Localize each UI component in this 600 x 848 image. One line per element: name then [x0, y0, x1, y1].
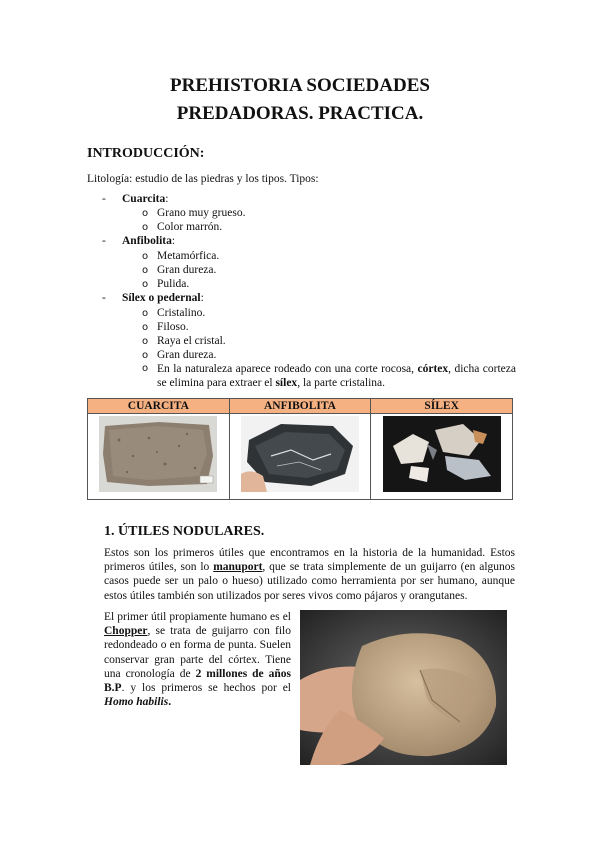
table-row	[88, 414, 513, 500]
bullet-marker: o	[142, 336, 149, 347]
anfibolita-photo	[241, 416, 359, 492]
bullet-marker: o	[142, 222, 149, 233]
title-line-1: PREHISTORIA SOCIEDADES	[170, 75, 430, 96]
section-heading: 1. ÚTILES NODULARES.	[104, 524, 265, 539]
intro-heading: INTRODUCCIÓN:	[87, 146, 205, 161]
list-item	[142, 362, 516, 390]
stone-name: Anfibolita	[122, 235, 172, 247]
table-cell-anfibolita	[229, 414, 371, 500]
bullet-marker: o	[142, 279, 149, 290]
stone-silex: - Sílex o pedernal:	[102, 292, 204, 304]
table-header-cuarcita: CUARCITA	[88, 399, 230, 414]
list-item: o Color marrón.	[142, 220, 516, 235]
list-item: o Metamórfica.	[142, 249, 516, 264]
bullet-marker: o	[142, 308, 149, 319]
silex-photo	[383, 416, 501, 492]
stone-cuarcita: - Cuarcita:	[102, 193, 169, 205]
list-item: o Gran dureza.	[142, 263, 516, 278]
cortex-note: En la naturaleza aparece rodeado con una corte rocosa, córtex, dicha corteza se elimina para extraer el sílex, la parte cristalina.	[157, 363, 516, 390]
dash-marker: -	[102, 292, 106, 304]
title-line-2: PREDADORAS. PRACTICA.	[176, 103, 424, 124]
table-cell-silex	[371, 414, 513, 500]
bullet-marker: o	[142, 363, 149, 374]
term-chopper: Chopper	[104, 625, 148, 638]
list-item: o Cristalino.	[142, 306, 516, 321]
chopper-photo	[300, 610, 507, 765]
table-cell-cuarcita	[88, 414, 230, 500]
list-item: o Pulida.	[142, 277, 516, 292]
paragraph-chopper: El primer útil propiamente humano es el Chopper, se trata de guijarro con filo redondeado o en forma de punta. Suelen conservar gran parte del córtex. Tiene una cronología de 2 millones de años B.P. y los primeros se hechos por el Homo habilis.	[104, 611, 291, 709]
term-manuport: manuport	[213, 561, 263, 574]
stones-table	[87, 398, 513, 500]
stone-anfibolita: - Anfibolita:	[102, 235, 176, 247]
table-header-silex: SÍLEX	[371, 399, 513, 414]
table-header-anfibolita: ANFIBOLITA	[229, 399, 371, 414]
list-item: o Raya el cristal.	[142, 334, 516, 349]
bullet-marker: o	[142, 265, 149, 276]
intro-lead: Litología: estudio de las piedras y los tipos. Tipos:	[87, 173, 319, 185]
table-header-row	[88, 399, 513, 414]
paragraph-manuport: Estos son los primeros útiles que encontramos en la historia de la humanidad. Estos primeros útiles, son lo manuport, que se trata simplemente de un guijarro (en algunos casos puede ser un palo o hueso) utilizado como herramienta por ser humano, aunque estos útiles también son utilizados por seres vivos como pájaros y orangutanes.	[104, 547, 515, 602]
bullet-marker: o	[142, 350, 149, 361]
dash-marker: -	[102, 193, 106, 205]
bullet-marker: o	[142, 251, 149, 262]
list-item: o Gran dureza.	[142, 348, 516, 363]
term-homo-habilis: Homo habilis	[104, 696, 169, 709]
cuarcita-photo	[99, 416, 217, 492]
stone-name: Cuarcita	[122, 193, 166, 205]
stone-name: Sílex o pedernal	[122, 292, 201, 304]
dash-marker: -	[102, 235, 106, 247]
list-item: o Grano muy grueso.	[142, 206, 516, 221]
bullet-marker: o	[142, 208, 149, 219]
list-item: o Filoso.	[142, 320, 516, 335]
bullet-marker: o	[142, 322, 149, 333]
